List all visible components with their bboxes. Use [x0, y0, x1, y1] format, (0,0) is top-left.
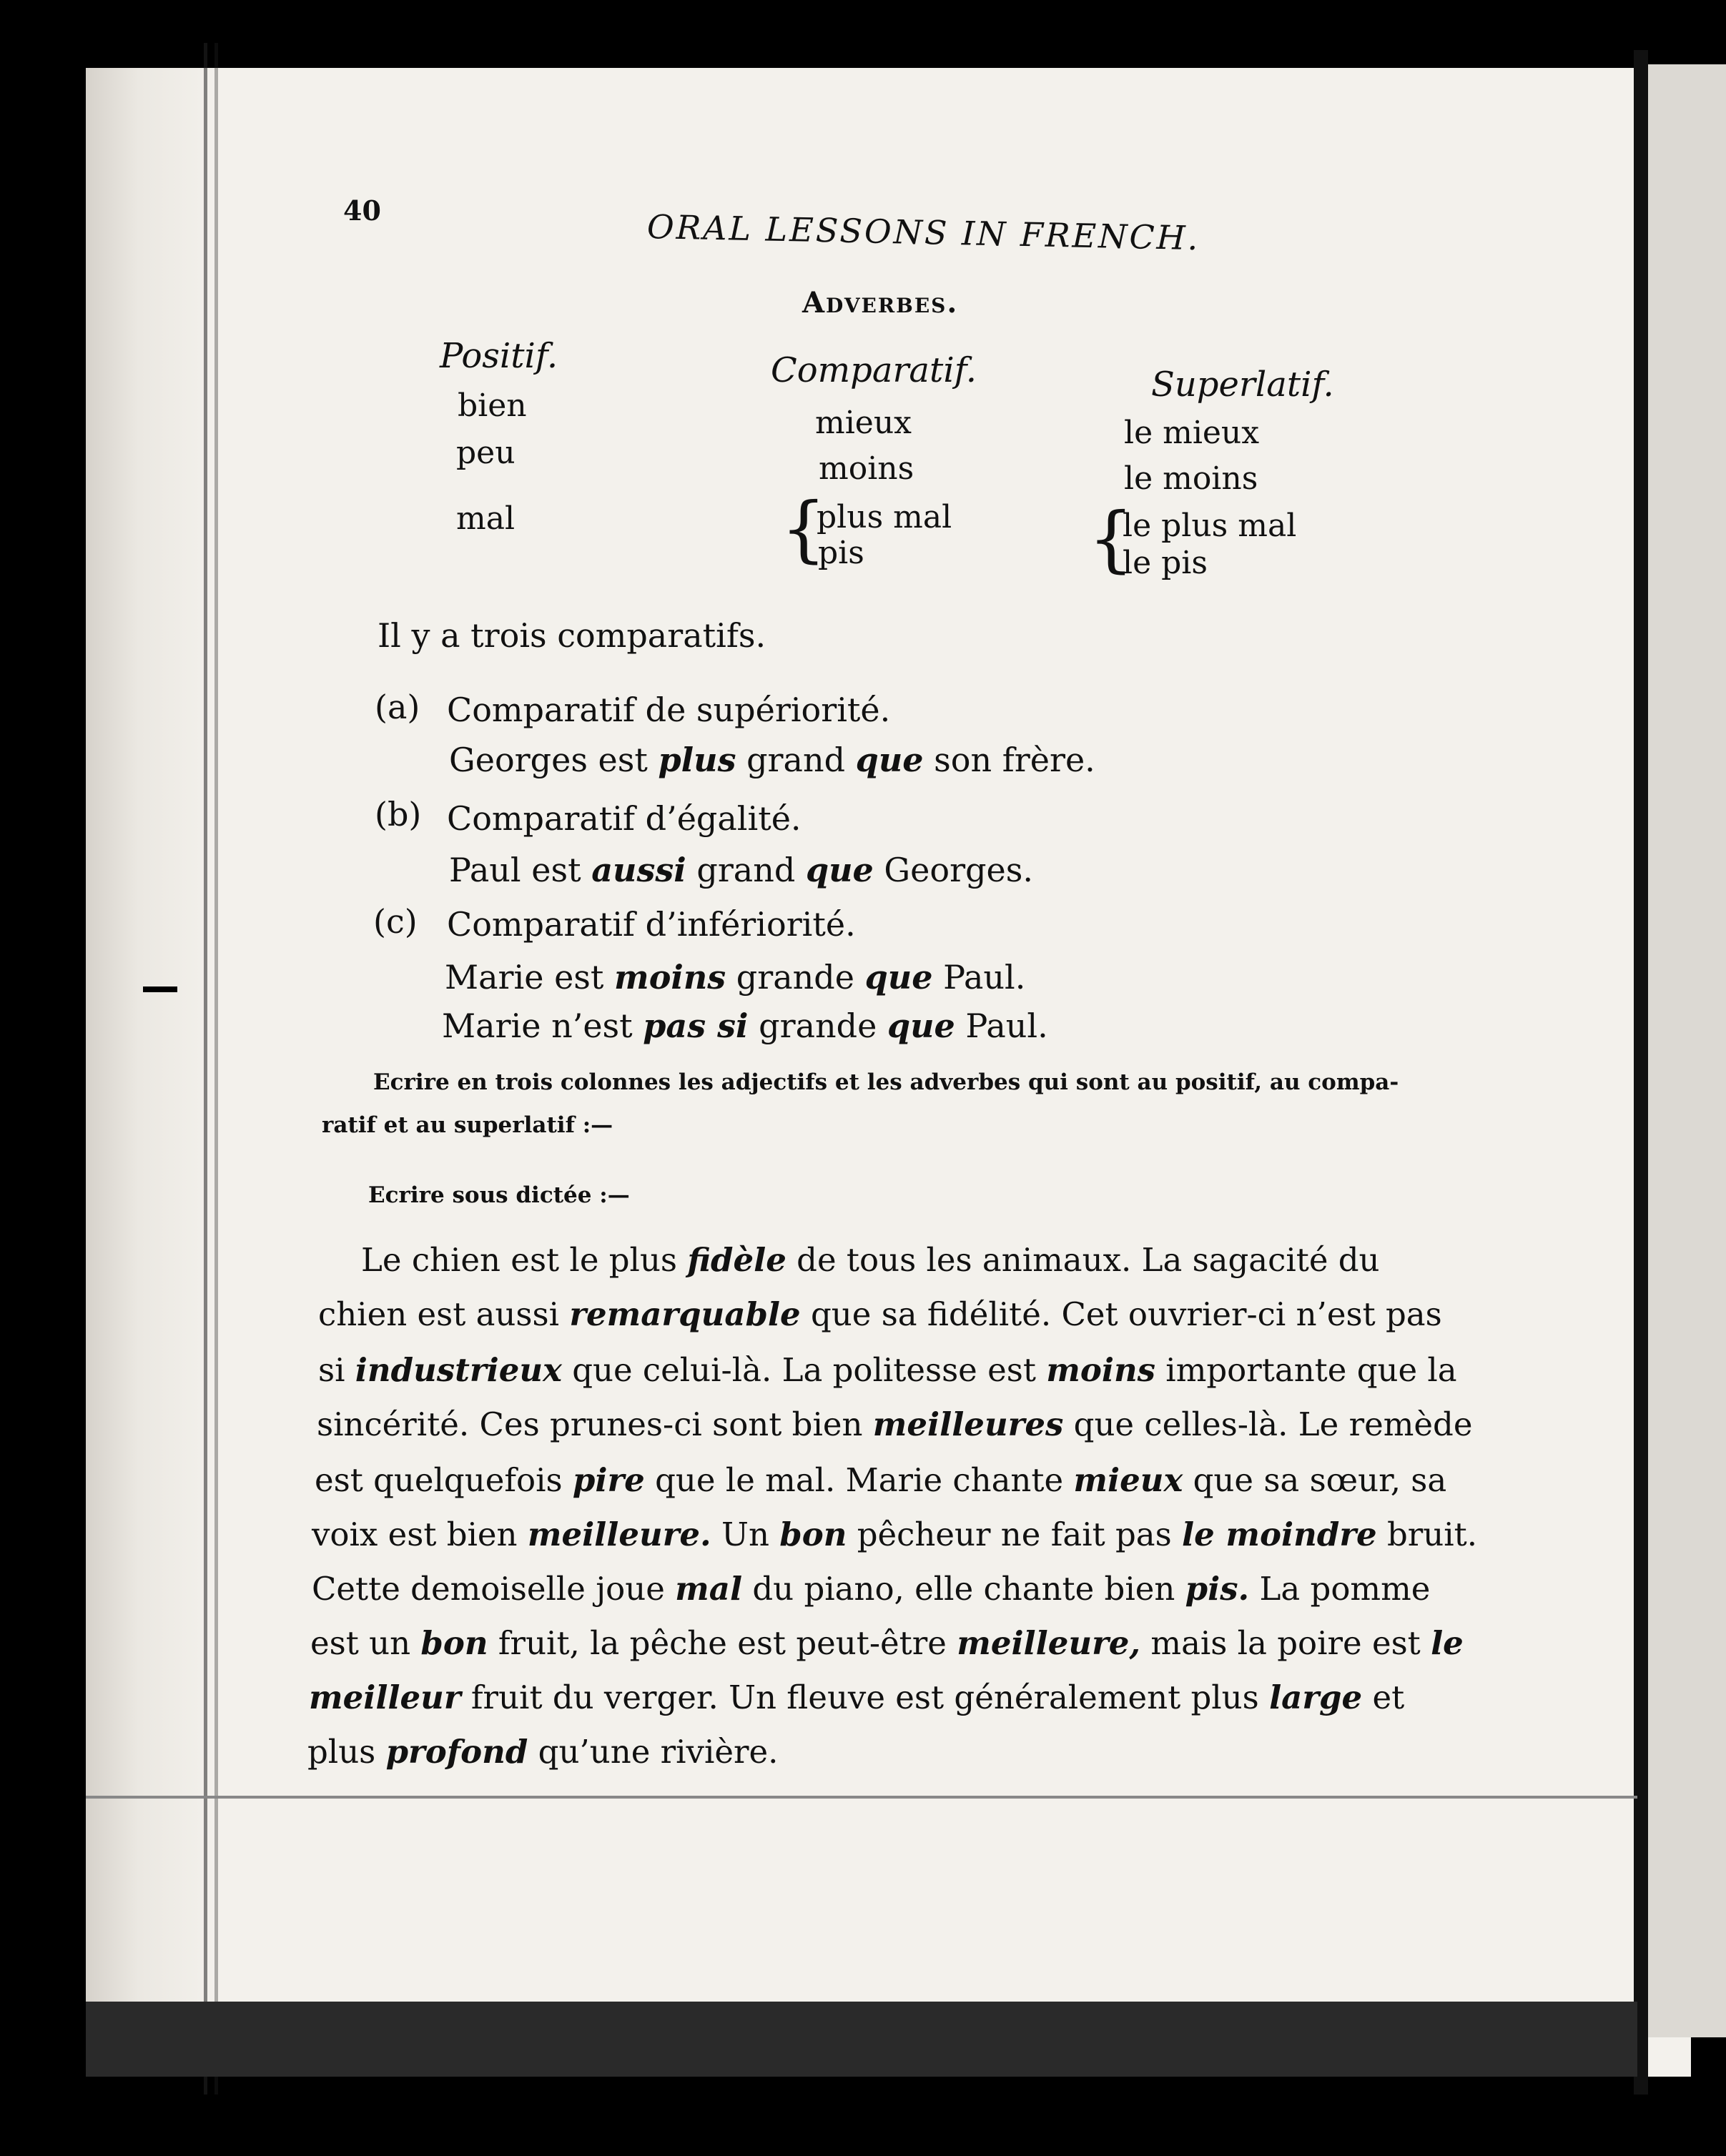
page-number: 40: [343, 194, 381, 227]
superlatif-cell: le plus mal: [1123, 508, 1297, 544]
column-header-superlatif: Superlatif.: [1151, 365, 1334, 405]
item-label-a: (a): [375, 688, 420, 726]
dictation-label: Ecrire sous dictée :—: [368, 1182, 630, 1208]
page-rule: [86, 1796, 1637, 1799]
positif-cell: mal: [456, 500, 516, 537]
positif-cell: bien: [458, 387, 527, 424]
comparatif-cell: mieux: [815, 405, 912, 441]
comparative-title: Comparatif de supériorité.: [447, 691, 891, 729]
page-edge-line: [204, 43, 207, 2095]
brace: {: [1088, 497, 1134, 580]
superlatif-cell: le pis: [1123, 545, 1208, 581]
item-label-c: (c): [373, 902, 418, 941]
comparatif-cell: pis: [818, 535, 864, 571]
page-edge-line: [214, 43, 218, 2095]
running-title: ORAL LESSONS IN FRENCH.: [646, 207, 1200, 258]
column-header-positif: Positif.: [440, 336, 558, 376]
item-label-b: (b): [375, 795, 422, 834]
facing-page-edge: [1648, 64, 1726, 2037]
dictation-line: est un bon fruit, la pêche est peut-être meilleure, mais la poire est le: [310, 1624, 1464, 1662]
instruction-line: ratif et au superlatif :—: [322, 1112, 613, 1138]
dictation-line: est quelquefois pire que le mal. Marie chante mieux que sa sœur, sa: [315, 1461, 1447, 1499]
margin-mark: [143, 986, 177, 992]
intro-text: Il y a trois comparatifs.: [378, 616, 766, 655]
dictation-line: sincérité. Ces prunes-ci sont bien meilleures que celles-là. Le remède: [317, 1405, 1473, 1443]
brace: {: [781, 487, 827, 570]
comparative-title: Comparatif d’égalité.: [447, 799, 802, 838]
comparative-example: Georges est plus grand que son frère.: [449, 741, 1095, 779]
comparative-example: Marie est moins grande que Paul.: [445, 958, 1026, 997]
superlatif-cell: le mieux: [1124, 415, 1260, 451]
dictation-line: si industrieux que celui-là. La politesse est moins importante que la: [318, 1351, 1457, 1389]
section-heading: Adverbes.: [802, 286, 959, 320]
instruction-line: Ecrire en trois colonnes les adjectifs et les adverbes qui sont au positif, au compa-: [373, 1069, 1399, 1095]
book-fold: [1634, 50, 1648, 2095]
dictation-line: plus profond qu’une rivière.: [307, 1733, 779, 1771]
comparatif-cell: plus mal: [817, 499, 952, 535]
dictation-line: chien est aussi remarquable que sa fidélité. Cet ouvrier-ci n’est pas: [318, 1295, 1442, 1333]
dictation-line: Le chien est le plus fidèle de tous les animaux. La sagacité du: [361, 1241, 1380, 1279]
dictation-line: Cette demoiselle joue mal du piano, elle chante bien pis. La pomme: [312, 1570, 1431, 1608]
comparatif-cell: moins: [819, 450, 914, 487]
dictation-line: meilleur fruit du verger. Un fleuve est généralement plus large et: [309, 1678, 1405, 1716]
dictation-line: voix est bien meilleure. Un bon pêcheur ne fait pas le moindre bruit.: [312, 1515, 1478, 1553]
positif-cell: peu: [456, 435, 516, 471]
superlatif-cell: le moins: [1124, 460, 1258, 497]
column-header-comparatif: Comparatif.: [771, 350, 977, 390]
comparative-example: Paul est aussi grand que Georges.: [449, 851, 1033, 889]
comparative-example: Marie n’est pas si grande que Paul.: [442, 1007, 1048, 1045]
page-gutter-shadow: [86, 68, 218, 2077]
comparative-title: Comparatif d’infériorité.: [447, 905, 856, 944]
page-bottom-edge: [86, 2002, 1637, 2077]
